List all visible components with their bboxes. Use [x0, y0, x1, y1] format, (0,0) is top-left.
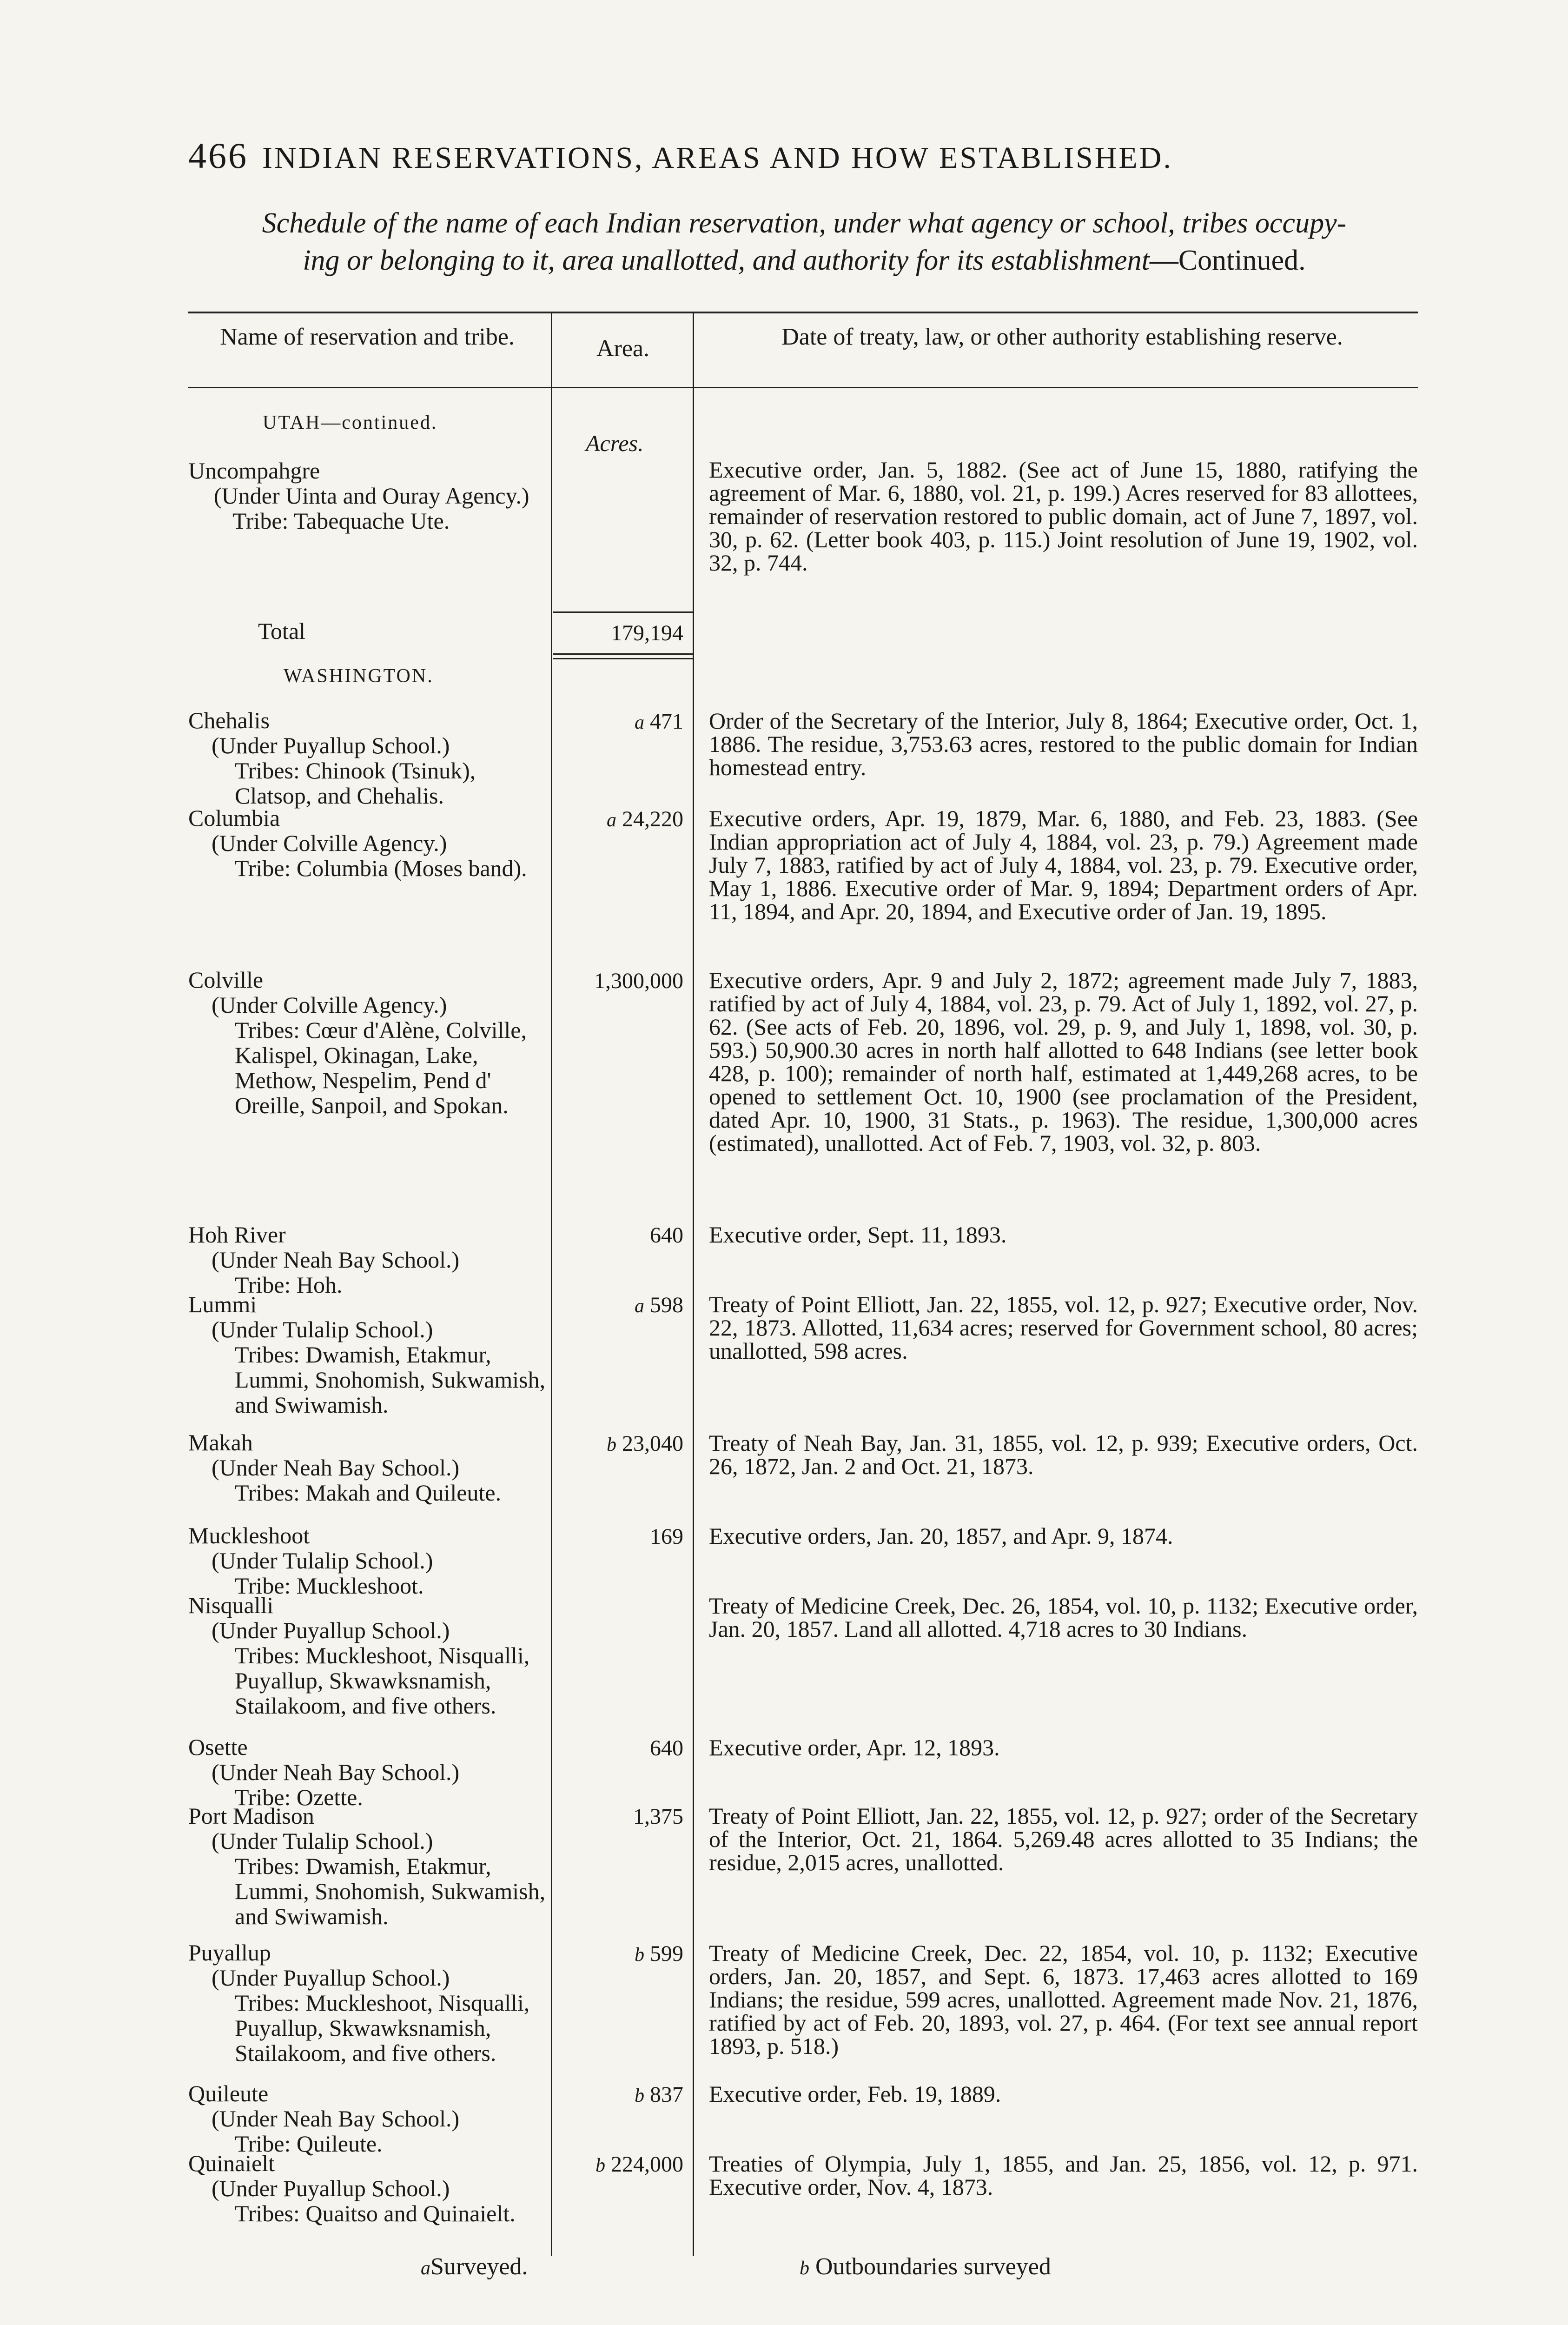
caption-line-2: ing or belonging to it, area unallotted, and authority for its establishment—Continued.: [303, 245, 1306, 276]
authority-text: Treaty of Point Elliott, Jan. 22, 1855, vol. 12, p. 927; order of the Secretary of the Interior, Oct. 21, 1864. 5,269.48 acres allotted to 35 Indians; the residue, 2,015 acres, unallotted.: [709, 1803, 1418, 1875]
total-label: Total: [258, 618, 306, 644]
authority-text: Executive order, Sept. 11, 1893.: [709, 1222, 1007, 1248]
table-top-rule: [188, 312, 1418, 313]
total-rule-bottom-1: [553, 653, 693, 655]
area-value: b 23,040: [607, 1431, 683, 1456]
authority-text: Treaty of Point Elliott, Jan. 22, 1855, vol. 12, p. 927; Executive order, Nov. 22, 1873. Allotted, 11,634 acres; reserved for Government school, 80 acres; unallotted, 598 acres.: [709, 1291, 1418, 1364]
area-value: b 224,000: [595, 2152, 683, 2177]
authority-text: Treaty of Medicine Creek, Dec. 26, 1854, vol. 10, p. 1132; Executive order, Jan. 20, 1857. Land all allotted. 4,718 acres to 30 Indians.: [709, 1593, 1418, 1642]
authority-text: Executive order, Feb. 19, 1889.: [709, 2081, 1001, 2107]
reservation-name: Makah (Under Neah Bay School.) Tribes: Makah and Quileute.: [188, 1429, 502, 1506]
area-value: b 599: [635, 1941, 683, 1966]
table-caption: [188, 205, 1420, 279]
area-value: 1,300,000: [594, 969, 683, 993]
reservation-name: Hoh River (Under Neah Bay School.) Tribe: Hoh.: [188, 1222, 460, 1298]
reservation-name: Muckleshoot (Under Tulalip School.) Tribe: Muckleshoot.: [188, 1522, 433, 1599]
authority-text: Order of the Secretary of the Interior, July 8, 1864; Executive order, Oct. 1, 1886. The residue, 3,753.63 acres, restored to the public domain for Indian homestead entry.: [709, 708, 1418, 780]
area-value: 1,375: [633, 1804, 683, 1829]
column-divider-1: [551, 312, 552, 2256]
authority-text: Executive orders, Apr. 19, 1879, Mar. 6, 1880, and Feb. 23, 1883. (See Indian appropriation act of July 4, 1884, vol. 23, p. 79.) Agreement made July 7, 1883, ratified by act of July 4, 1884, vol. 23, p. 79. Executive order, May 1, 1886. Executive order of Mar. 9, 1894; Department orders of Apr. 11, 1894, and Apr. 20, 1894, and Executive order of Jan. 19, 1895.: [709, 805, 1418, 924]
area-value: 640: [650, 1223, 683, 1248]
reservation-name: Osette (Under Neah Bay School.) Tribe: Ozette.: [188, 1734, 460, 1810]
authority-text: Executive orders, Jan. 20, 1857, and Apr. 9, 1874.: [709, 1523, 1173, 1549]
area-value: b 837: [635, 2082, 683, 2107]
total-rule-top: [553, 611, 693, 613]
reservation-name: Quileute (Under Neah Bay School.) Tribe: Quileute.: [188, 2080, 460, 2157]
authority-text: Treaties of Olympia, July 1, 1855, and Jan. 25, 1856, vol. 12, p. 971. Executive order, Nov. 4, 1873.: [709, 2151, 1418, 2200]
reservation-name: Columbia (Under Colville Agency.) Tribe: Columbia (Moses band).: [188, 805, 527, 881]
header-bottom-rule: [188, 387, 1418, 388]
area-value: a 471: [635, 709, 683, 734]
reservation-name: Uncompahgre (Under Uinta and Ouray Agency.) Tribe: Tabequache Ute.: [188, 458, 529, 534]
page-title: INDIAN RESERVATIONS, AREAS AND HOW ESTABLISHED.: [262, 141, 1173, 175]
area-value: 169: [650, 1524, 683, 1549]
reservation-name: Quinaielt (Under Puyallup School.) Tribes: Quaitso and Quinaielt.: [188, 2150, 516, 2226]
section-heading-washington: WASHINGTON.: [284, 665, 434, 687]
page-number: 466: [188, 135, 248, 176]
reservation-name: Port Madison (Under Tulalip School.) Tribes: Dwamish, Etakmur, Lummi, Snohomish, Sukwamish, and Swiwamish.: [188, 1803, 546, 1929]
authority-text: Executive order, Apr. 12, 1893.: [709, 1734, 1000, 1760]
footnote-b: b Outboundaries surveyed: [800, 2253, 1051, 2280]
authority-text: Treaty of Medicine Creek, Dec. 22, 1854, vol. 10, p. 1132; Executive orders, Jan. 20, 1857, and Sept. 6, 1873. 17,463 acres allotted to 169 Indians; the residue, 599 acres, unallotted. Agreement made Nov. 21, 1876, ratified by act of Feb. 20, 1893, vol. 27, p. 464. (For text see annual report 1893, p. 518.): [709, 1940, 1418, 2059]
column-divider-2: [693, 312, 694, 2256]
acres-unit-label: Acres.: [586, 430, 644, 456]
total-area: 179,194: [611, 621, 683, 645]
reservation-name: Colville (Under Colville Agency.) Tribes: Cœur d'Alène, Colville, Kalispel, Okinagan, Lake, Methow, Nespelim, Pend d' Oreille, Sanpoil, and Spokan.: [188, 967, 527, 1118]
authority-text: Executive orders, Apr. 9 and July 2, 1872; agreement made July 7, 1883, ratified by act of July 4, 1884, vol. 23, p. 79. Act of July 1, 1892, vol. 27, p. 62. (See acts of Feb. 20, 1896, vol. 29, p. 9, and July 1, 1898, vol. 30, p. 593.) 50,900.30 acres in north half allotted to 648 Indians (see letter book 428, p. 100); remainder of north half, estimated at 1,449,268 acres, to be opened to settlement Oct. 10, 1900 (see proclamation of the President, dated Apr. 10, 1900, 31 Stats., p. 1963). The residue, 1,300,000 acres (estimated), unallotted. Act of Feb. 7, 1903, vol. 32, p. 803.: [709, 967, 1418, 1156]
authority-text: Treaty of Neah Bay, Jan. 31, 1855, vol. 12, p. 939; Executive orders, Oct. 26, 1872, Jan. 2 and Oct. 21, 1873.: [709, 1430, 1418, 1479]
total-rule-bottom-2: [553, 658, 693, 659]
reservation-name: Nisqualli (Under Puyallup School.) Tribes: Muckleshoot, Nisqualli, Puyallup, Skwawksnamish, Stailakoom, and five others.: [188, 1592, 530, 1719]
area-value: 640: [650, 1736, 683, 1760]
reservation-name: Chehalis (Under Puyallup School.) Tribes: Chinook (Tsinuk), Clatsop, and Chehalis.: [188, 707, 476, 809]
authority-text: Executive order, Jan. 5, 1882. (See act of June 15, 1880, ratifying the agreement of Mar. 6, 1880, vol. 21, p. 199.) Acres reserved for 83 allottees, remainder of reservation restored to public domain, act of June 7, 1897, vol. 30, p. 62. (Letter book 403, p. 115.) Joint resolution of June 19, 1902, vol. 32, p. 744.: [709, 457, 1418, 576]
area-value: a 598: [635, 1293, 683, 1317]
area-value: a 24,220: [607, 807, 683, 831]
caption-line-1: Schedule of the name of each Indian reservation, under what agency or school, tribes occupy-: [262, 207, 1347, 239]
section-heading-utah: UTAH—continued.: [263, 412, 438, 433]
caption-continued: —Continued.: [1149, 245, 1306, 276]
footnote-a: aSurveyed.: [421, 2253, 528, 2280]
column-header-area: Area.: [596, 335, 650, 362]
reservation-name: Puyallup (Under Puyallup School.) Tribes: Muckleshoot, Nisqualli, Puyallup, Skwawksnamish, Stailakoom, and five others.: [188, 1940, 530, 2066]
page-header: [188, 135, 1173, 177]
reservation-name: Lummi (Under Tulalip School.) Tribes: Dwamish, Etakmur, Lummi, Snohomish, Sukwamish, and Swiwamish.: [188, 1291, 546, 1418]
column-header-name: Name of reservation and tribe.: [220, 324, 515, 350]
column-header-authority: Date of treaty, law, or other authority establishing reserve.: [781, 324, 1343, 350]
